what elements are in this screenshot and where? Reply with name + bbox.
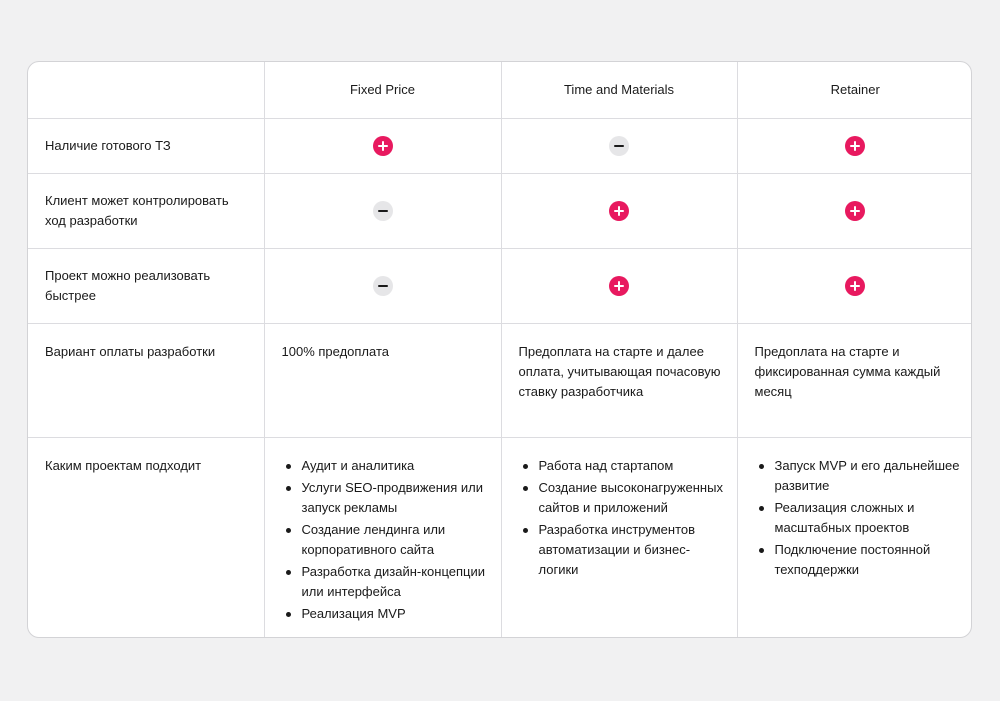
fit-time-and-materials xyxy=(501,437,737,638)
table-row-speed xyxy=(28,248,972,323)
fit-retainer-list xyxy=(755,456,962,580)
list-item: Аудит и аналитика xyxy=(282,456,489,476)
comparison-card xyxy=(27,61,972,638)
list-item: Подключение постоянной техподдержки xyxy=(755,540,962,580)
fit-retainer xyxy=(737,437,972,638)
row-label-spec: Наличие готового ТЗ xyxy=(28,118,264,173)
header-retainer: Retainer xyxy=(737,62,972,118)
plus-circle-icon xyxy=(845,136,865,156)
plus-circle-icon xyxy=(373,136,393,156)
table-row-payment xyxy=(28,323,972,437)
header-fixed-price: Fixed Price xyxy=(264,62,501,118)
list-item: Работа над стартапом xyxy=(519,456,725,476)
header-time-and-materials: Time and Materials xyxy=(501,62,737,118)
table-row-fit xyxy=(28,437,972,638)
plus-circle-icon xyxy=(609,276,629,296)
list-item: Создание высоконагруженных сайтов и приложений xyxy=(519,478,725,518)
plus-circle-icon xyxy=(609,201,629,221)
plus-circle-icon xyxy=(845,276,865,296)
table-row-control xyxy=(28,173,972,248)
header-row xyxy=(28,62,972,118)
row-label-fit: Каким проектам подходит xyxy=(28,437,264,638)
minus-circle-icon xyxy=(373,201,393,221)
header-empty-cell xyxy=(28,62,264,118)
comparison-table xyxy=(28,62,972,638)
payment-time-and-materials: Предоплата на старте и далее оплата, учитывающая почасовую ставку разработчика xyxy=(501,323,737,437)
list-item: Запуск MVP и его дальнейшее развитие xyxy=(755,456,962,496)
fit-fixed-price-list xyxy=(282,456,489,624)
fit-fixed-price xyxy=(264,437,501,638)
minus-circle-icon xyxy=(373,276,393,296)
payment-fixed-price: 100% предоплата xyxy=(264,323,501,437)
list-item: Разработка инструментов автоматизации и бизнес-логики xyxy=(519,520,725,580)
row-label-control: Клиент может контролировать ход разработки xyxy=(28,173,264,248)
list-item: Услуги SEO-продвижения или запуск рекламы xyxy=(282,478,489,518)
plus-circle-icon xyxy=(845,201,865,221)
list-item: Создание лендинга или корпоративного сайта xyxy=(282,520,489,560)
table-row-spec xyxy=(28,118,972,173)
row-label-payment: Вариант оплаты разработки xyxy=(28,323,264,437)
list-item: Разработка дизайн-концепции или интерфейса xyxy=(282,562,489,602)
payment-retainer: Предоплата на старте и фиксированная сумма каждый месяц xyxy=(737,323,972,437)
fit-time-and-materials-list xyxy=(519,456,725,580)
row-label-speed: Проект можно реализовать быстрее xyxy=(28,248,264,323)
list-item: Реализация MVP xyxy=(282,604,489,624)
minus-circle-icon xyxy=(609,136,629,156)
list-item: Реализация сложных и масштабных проектов xyxy=(755,498,962,538)
